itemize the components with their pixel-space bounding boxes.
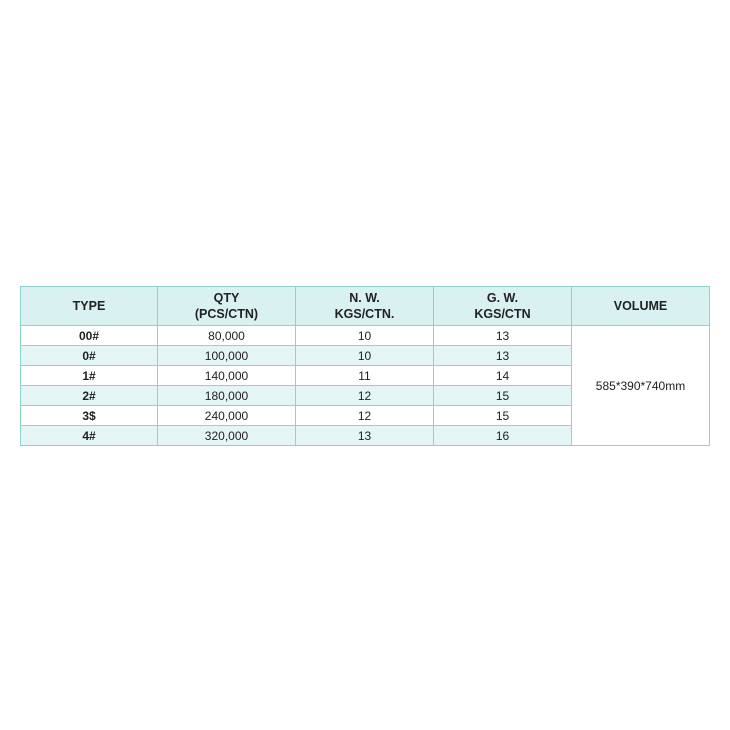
cell-type: 00# xyxy=(21,326,158,346)
cell-type: 3$ xyxy=(21,406,158,426)
cell-type: 2# xyxy=(21,386,158,406)
header-gw xyxy=(434,287,572,326)
cell-gw: 15 xyxy=(434,406,572,426)
table-row xyxy=(21,326,710,346)
cell-nw: 11 xyxy=(296,366,434,386)
header-nw-line2: KGS/CTN. xyxy=(334,307,395,321)
cell-nw: 12 xyxy=(296,386,434,406)
header-volume xyxy=(572,287,710,326)
cell-type: 1# xyxy=(21,366,158,386)
header-nw-line1: N. W. xyxy=(349,291,380,305)
cell-gw: 13 xyxy=(434,326,572,346)
cell-qty: 240,000 xyxy=(158,406,296,426)
table-header-row xyxy=(21,287,710,326)
cell-nw: 12 xyxy=(296,406,434,426)
header-qty-line2: (PCS/CTN) xyxy=(194,307,259,321)
cell-qty: 80,000 xyxy=(158,326,296,346)
cell-gw: 14 xyxy=(434,366,572,386)
cell-volume: 585*390*740mm xyxy=(572,326,710,446)
header-type xyxy=(21,287,158,326)
cell-gw: 13 xyxy=(434,346,572,366)
cell-qty: 140,000 xyxy=(158,366,296,386)
header-type-label: TYPE xyxy=(72,299,106,313)
header-qty-line1: QTY xyxy=(213,291,240,305)
cell-gw: 16 xyxy=(434,426,572,446)
header-volume-label: VOLUME xyxy=(613,299,668,313)
cell-qty: 100,000 xyxy=(158,346,296,366)
cell-qty: 320,000 xyxy=(158,426,296,446)
header-gw-line2: KGS/CTN xyxy=(474,307,531,321)
cell-type: 4# xyxy=(21,426,158,446)
cell-qty: 180,000 xyxy=(158,386,296,406)
cell-nw: 10 xyxy=(296,346,434,366)
cell-type: 0# xyxy=(21,346,158,366)
packing-spec-table xyxy=(20,286,710,446)
header-nw xyxy=(296,287,434,326)
cell-gw: 15 xyxy=(434,386,572,406)
cell-nw: 13 xyxy=(296,426,434,446)
header-gw-line1: G. W. xyxy=(486,291,519,305)
cell-nw: 10 xyxy=(296,326,434,346)
header-qty xyxy=(158,287,296,326)
